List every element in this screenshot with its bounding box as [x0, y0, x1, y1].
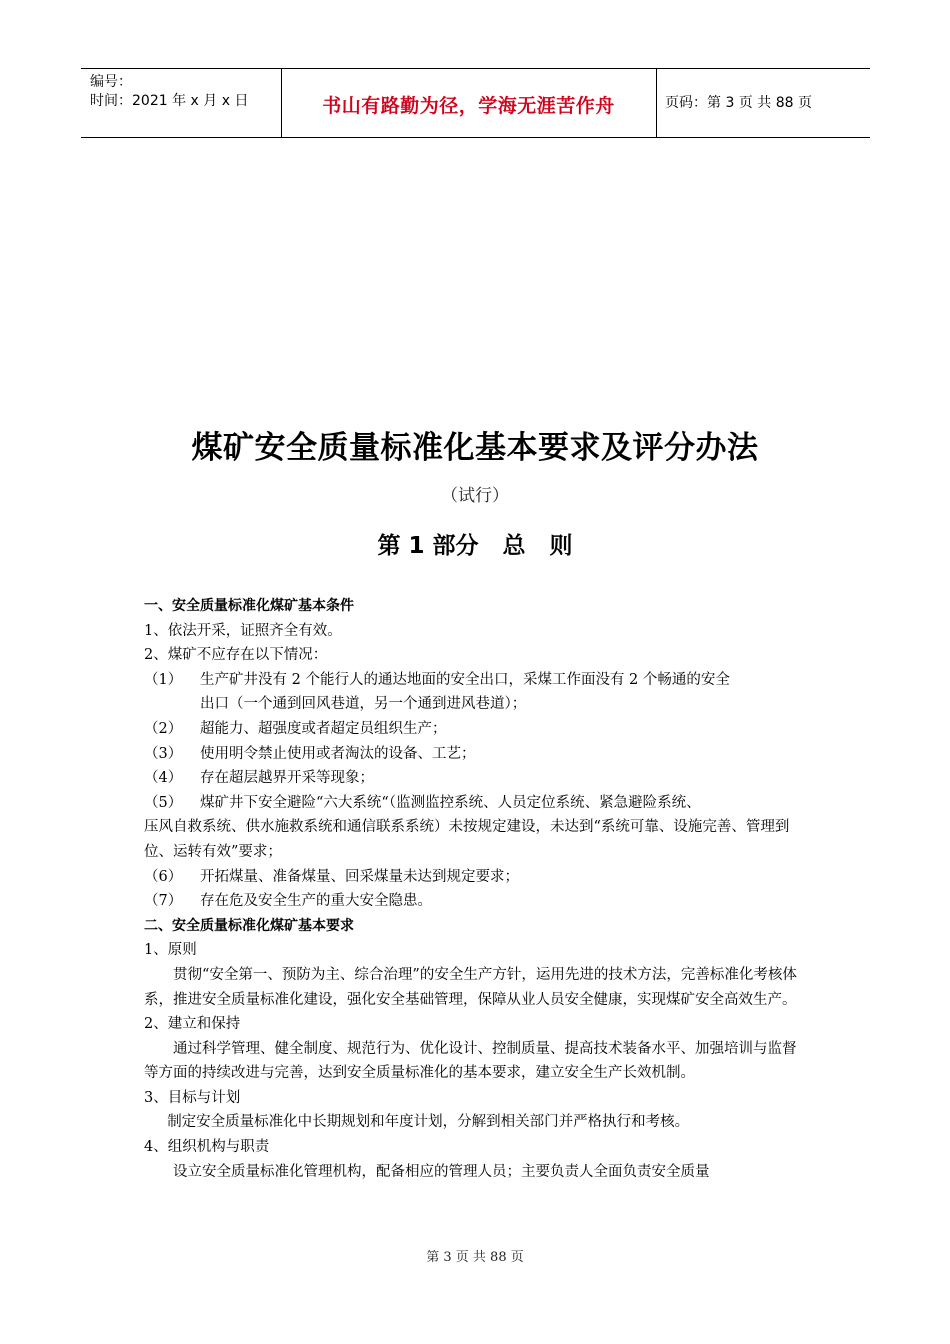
- item-number: （3）: [144, 745, 183, 762]
- paragraph: 2、煤矿不应存在以下情况：: [144, 647, 328, 664]
- item-number: [144, 692, 200, 717]
- header-meta-cell: [81, 69, 282, 137]
- time-label: 时间：2021 年 x 月 x 日: [90, 93, 249, 109]
- paragraph: 压风自救系统、供水施救系统和通信联系系统）未按规定建设，未达到“系统可靠、设施完善、管理到位、运转有效”要求；: [144, 819, 790, 860]
- list-item-continuation: [144, 692, 809, 717]
- item-text: 使用明令禁止使用或者淘汰的设备、工艺；: [200, 745, 476, 762]
- list-item: [144, 766, 809, 791]
- page-header: [81, 68, 870, 138]
- part-title: 第 1 部分 总 则: [377, 533, 573, 559]
- item-text: 存在危及安全生产的重大安全隐患。: [200, 893, 432, 910]
- item-number: （4）: [144, 770, 183, 787]
- item-number: （2）: [144, 720, 183, 737]
- item-text: 煤矿井下安全避险“六大系统“（监测监控系统、人员定位系统、紧急避险系统、: [200, 794, 701, 811]
- item-text: 超能力、超强度或者超定员组织生产；: [200, 720, 447, 737]
- item-number: （5）: [144, 794, 183, 811]
- paragraph: 贯彻“安全第一、预防为主、综合治理”的安全生产方针，运用先进的技术方法，完善标准化考核体系，推进安全质量标准化建设，强化安全基础管理，保障从业人员安全健康，实现煤矿安全高效生产。: [144, 966, 797, 1008]
- subsection-title: 4、组织机构与职责: [144, 1139, 270, 1156]
- item-text: 开拓煤量、准备煤量、回采煤量未达到规定要求；: [200, 868, 519, 885]
- list-item: [144, 889, 809, 914]
- page-footer: 第 3 页 共 88 页: [426, 1250, 524, 1265]
- list-item: [144, 791, 809, 816]
- item-text: 出口（一个通到回风巷道，另一个通到进风巷道）；: [200, 696, 527, 713]
- item-number: （7）: [144, 893, 183, 910]
- paragraph: 设立安全质量标准化管理机构，配备相应的管理人员；主要负责人全面负责安全质量: [173, 1163, 710, 1180]
- section-heading: 二、安全质量标准化煤矿基本要求: [144, 917, 354, 934]
- list-item: [144, 668, 809, 693]
- item-number: （1）: [144, 671, 183, 688]
- page-info: 页码：第 3 页 共 88 页: [665, 95, 812, 111]
- subsection-title: 1、原则: [144, 942, 197, 959]
- motto: 书山有路勤为径，学海无涯苦作舟: [322, 95, 615, 117]
- paragraph: 通过科学管理、健全制度、规范行为、优化设计、控制质量、提高技术装备水平、加强培训与监督等方面的持续改进与完善，达到安全质量标准化的基本要求，建立安全生产长效机制。: [144, 1040, 797, 1082]
- subsection-title: 3、目标与计划: [144, 1089, 241, 1106]
- list-item: [144, 865, 809, 890]
- header-motto-cell: [281, 69, 657, 137]
- item-number: （6）: [144, 868, 183, 885]
- paragraph: 1、依法开采，证照齐全有效。: [144, 622, 342, 639]
- paragraph: 制定安全质量标准化中长期规划和年度计划，分解到相关部门并严格执行和考核。: [167, 1114, 690, 1131]
- section-heading: 一、安全质量标准化煤矿基本条件: [144, 598, 354, 614]
- number-label: 编号：: [90, 74, 132, 90]
- item-text: 存在超层越界开采等现象；: [200, 770, 374, 787]
- document-title: 煤矿安全质量标准化基本要求及评分办法: [191, 430, 759, 466]
- list-item: [144, 742, 809, 767]
- subsection-title: 2、建立和保持: [144, 1016, 241, 1033]
- list-item: [144, 717, 809, 742]
- document-body: [144, 594, 809, 1184]
- item-text: 生产矿井没有 2 个能行人的通达地面的安全出口，采煤工作面没有 2 个畅通的安全: [200, 671, 730, 688]
- document-subtitle: （试行）: [441, 486, 509, 506]
- header-page-cell: [656, 69, 870, 137]
